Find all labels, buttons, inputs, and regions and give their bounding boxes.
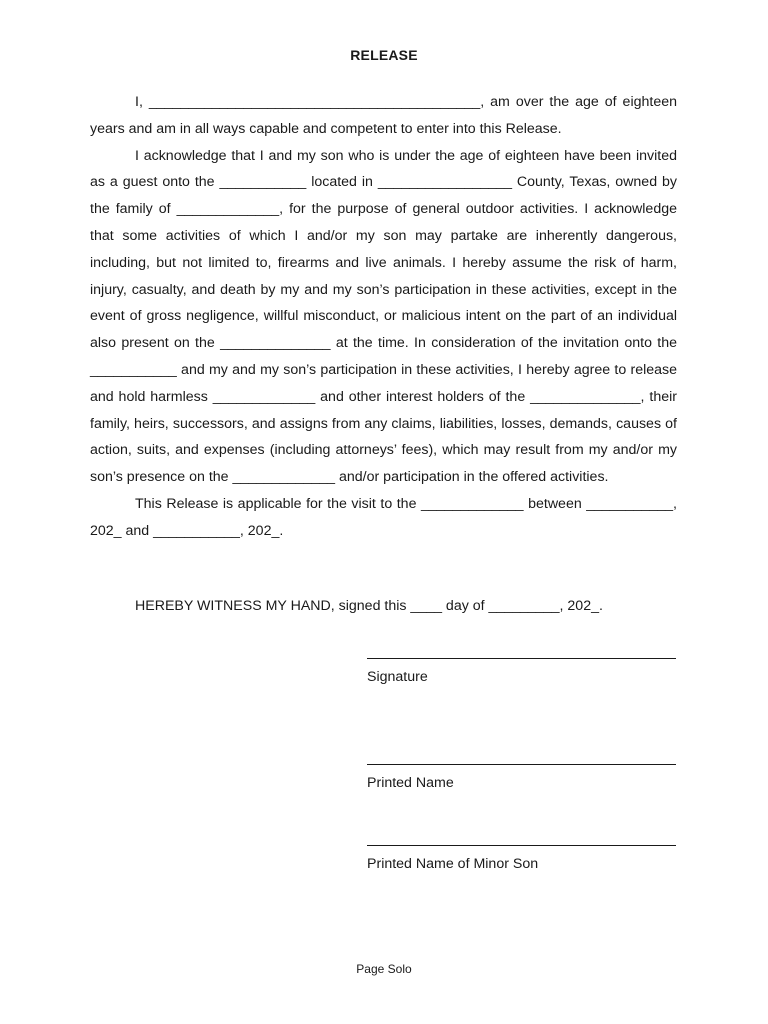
paragraph-acknowledgement: I acknowledge that I and my son who is under the age of eighteen have been invited as a guest onto the ___________ located in _________________ County, Texas, owned by the family of _____________, for the purpose of general outdoor activities. I acknowledge that some activities of which I and/or my son may partake are inherently dangerous, including, but not limited to, firearms and live animals. I hereby assume the risk of harm, injury, casualty, and death by my and my son’s participation in these activities, except in the event of gross negligence, willful misconduct, or malicious intent on the part of an individual also present on the ______________ at the time. In consideration of the invitation onto the ___________ and my and my son’s participation in these activities, I hereby agree to release and hold harmless _____________ and other interest holders of the ______________, their family, heirs, successors, and assigns from any claims, liabilities, losses, demands, causes of action, suits, and expenses (including attorneys’ fees), which may result from my and/or my son’s presence on the _____________ and/or participation in the offered activities. xyxy=(90,147,677,486)
page-footer: Page Solo xyxy=(356,962,412,976)
minor-son-name-block xyxy=(367,844,677,872)
printed-name-label: Printed Name xyxy=(367,775,454,791)
minor-son-name-line xyxy=(367,844,676,846)
minor-son-name-label: Printed Name of Minor Son xyxy=(367,856,539,872)
signature-line xyxy=(367,657,676,659)
release-body xyxy=(90,89,677,545)
paragraph-visit-dates: This Release is applicable for the visit to the _____________ between ___________, 202_ and ___________, 202_. xyxy=(90,495,677,539)
signature-block xyxy=(367,657,677,685)
signature-label: Signature xyxy=(367,669,428,685)
paragraph-identity: I, __________________________________________, am over the age of eighteen years and am in all ways capable and competent to enter into this Release. xyxy=(90,94,677,137)
printed-name-line xyxy=(367,763,676,765)
witness-statement: HEREBY WITNESS MY HAND, signed this ____ day of _________, 202_. xyxy=(135,598,603,614)
printed-name-block xyxy=(367,763,677,791)
document-title: RELEASE xyxy=(350,47,418,63)
